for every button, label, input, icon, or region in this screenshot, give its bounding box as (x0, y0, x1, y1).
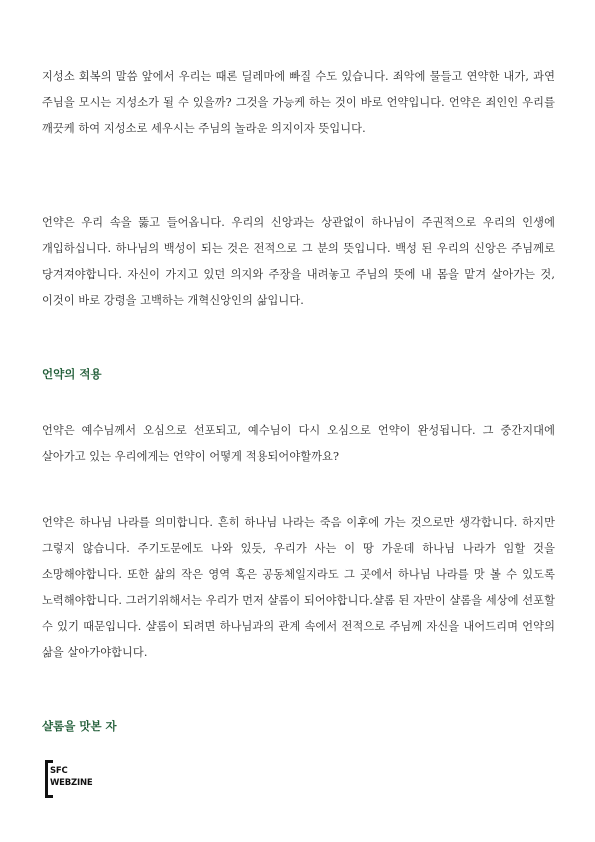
paragraph-covenant-fulfillment: 언약은 예수님께서 오심으로 선포되고, 예수님이 다시 오심으로 언약이 완성됩니다. 그 중간지대에 살아가고 있는 우리에게는 언약이 어떻게 적용되어야할까요? (42, 424, 555, 463)
paragraph-kingdom-of-god: 언약은 하나님 나라를 의미합니다. 흔히 하나님 나라는 죽음 이후에 가는 것으로만 생각합니다. 하지만 그렇지 않습니다. 주기도문에도 나와 있듯, 우리가 사는 이 땅 가운데 하나님 나라가 임할 것을 소망해야합니다. 또한 삶의 작은 영역 혹은 공동체일지라도 그 곳에서 하나님 나라를 맛 볼 수 있도록 노력해야합니다. 그러기위해서는 우리가 먼저 샬롬이 되어야합니다.샬롬 된 자만이 샬롬을 세상에 선포할 수 있기 때문입니다. 샬롬이 되려면 하나님과의 관계 속에서 전적으로 주님께 자신을 내어드리며 언약의 삶을 살아가야합니다. (42, 516, 555, 659)
paragraph-covenant-sovereignty: 언약은 우리 속을 뚫고 들어옵니다. 우리의 신앙과는 상관없이 하나님이 주권적으로 우리의 인생에 개입하십니다. 하나님의 백성이 되는 것은 전적으로 그 분의 뜻입니다. 백성 된 우리의 신앙은 주님께로 당겨져야합니다. 자신이 가지고 있던 의지와 주장을 내려놓고 주님의 뜻에 내 몸을 맡겨 살아가는 것, 이것이 바로 강령을 고백하는 개혁신앙인의 삶입니다. (42, 216, 555, 307)
sfc-webzine-logo (45, 760, 91, 800)
logo-line-1: SFC (50, 766, 68, 776)
heading-tasted-shalom: 샬롬을 맛본 자 (42, 719, 117, 733)
heading-covenant-application: 언약의 적용 (42, 367, 102, 381)
paragraph-covenant-dilemma: 지성소 회복의 말씀 앞에서 우리는 때론 딜레마에 빠질 수도 있습니다. 죄악에 물들고 연약한 내가, 과연 주님을 모시는 지성소가 될 수 있을까? 그것을 가능케 하는 것이 바로 언약입니다. 언약은 죄인인 우리를 깨끗케 하여 지성소로 세우시는 주님의 놀라운 의지이자 뜻입니다. (42, 70, 555, 135)
logo-line-2: WEBZINE (50, 778, 93, 788)
